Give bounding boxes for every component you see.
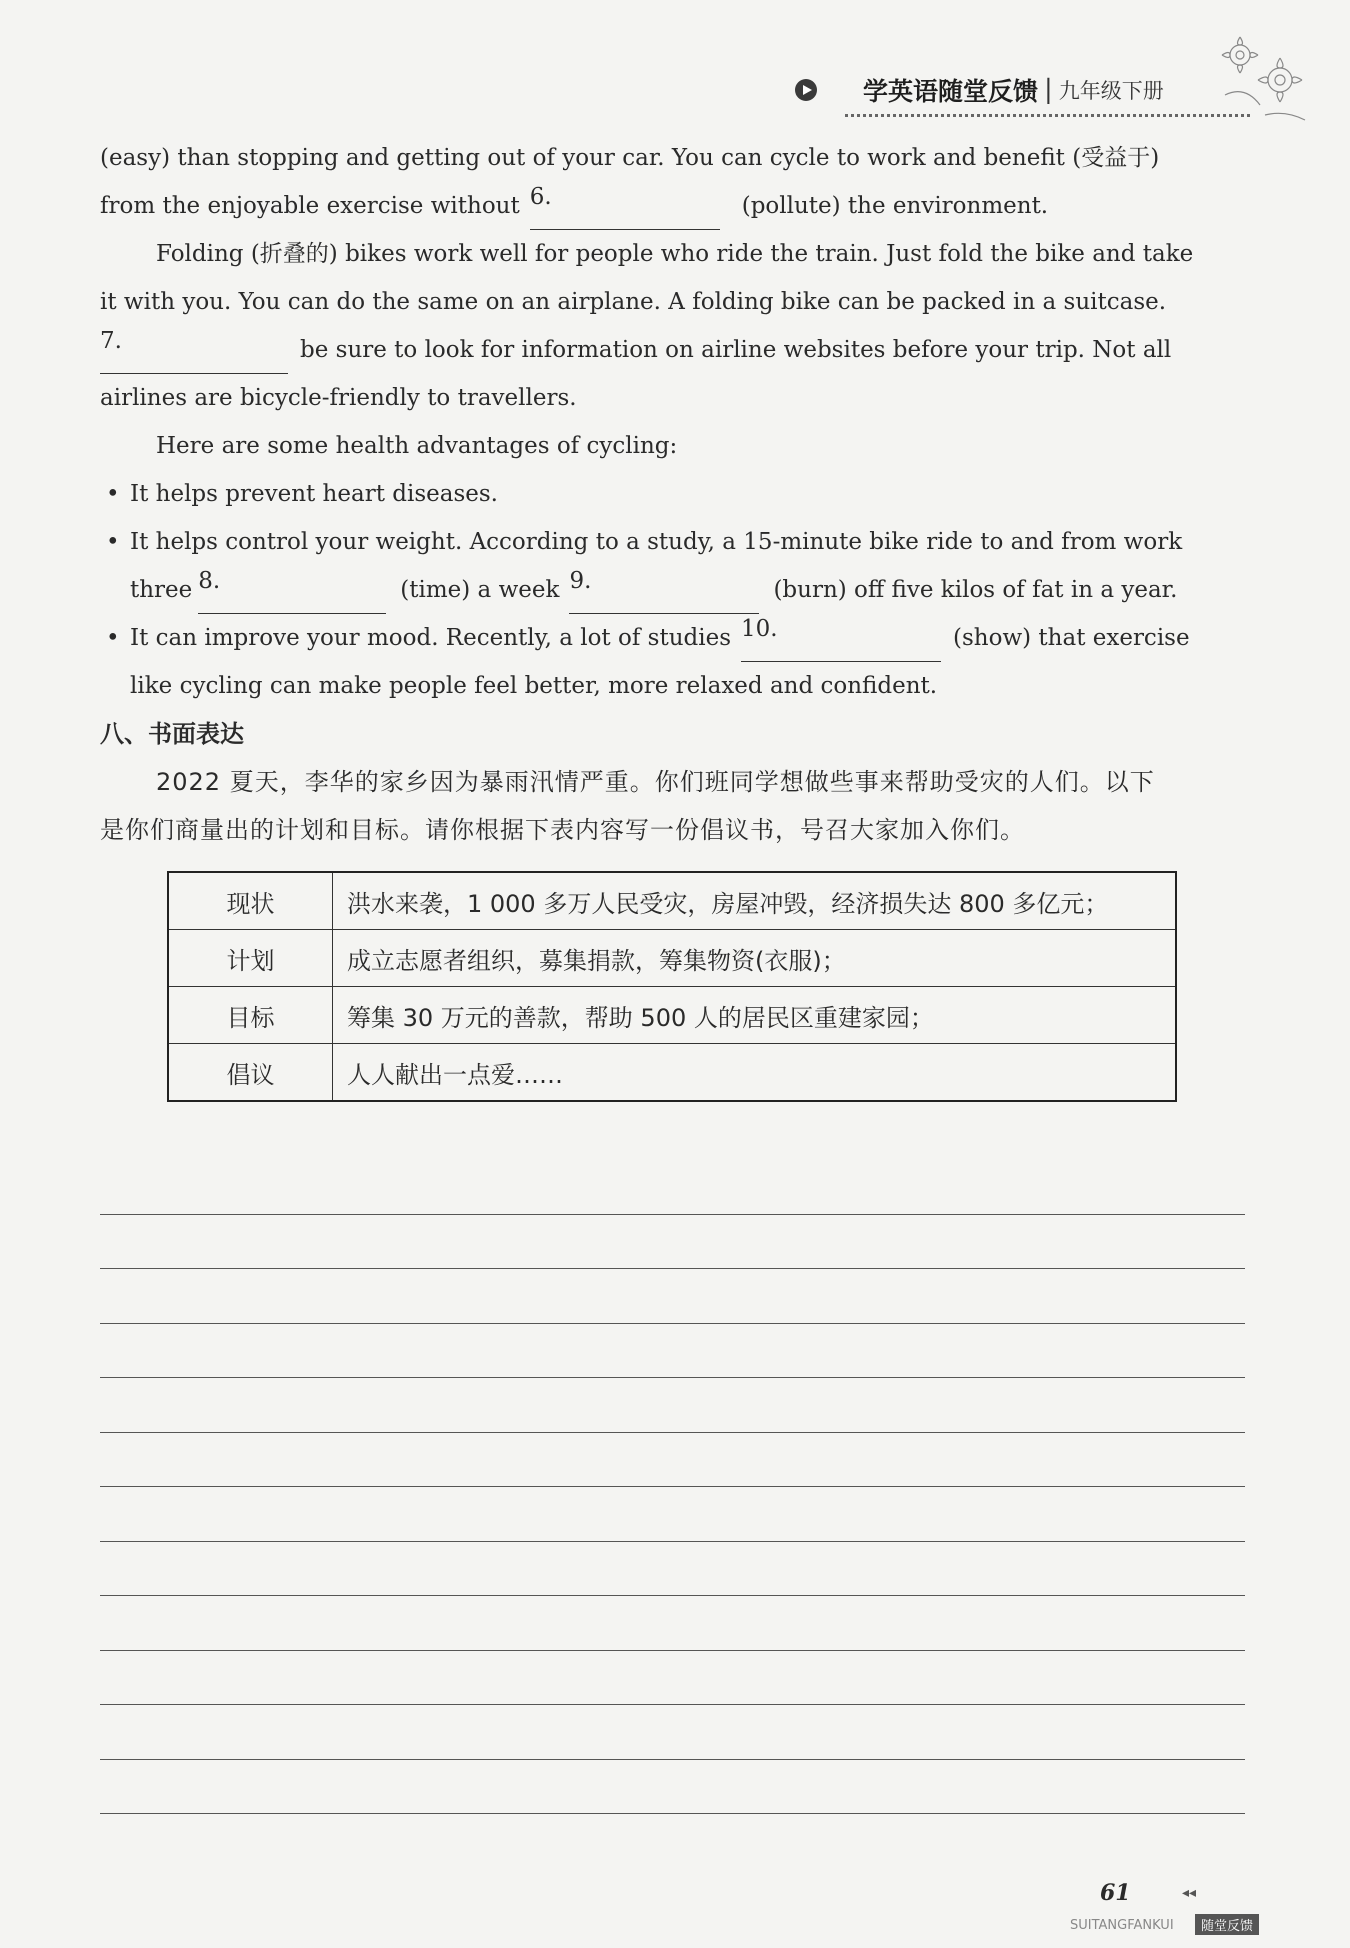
blank-number: 8. xyxy=(198,568,221,594)
passage-line xyxy=(100,278,1248,326)
bullet-icon: • xyxy=(106,481,120,507)
header-bar xyxy=(795,70,1164,110)
blank-number: 7. xyxy=(100,328,122,354)
bullet-item xyxy=(100,614,1248,662)
passage-text: Here are some health advantages of cycling: xyxy=(156,433,678,459)
table-key: 倡议 xyxy=(168,1044,333,1102)
book-title: 学英语随堂反馈 xyxy=(863,77,1039,106)
prompt-line xyxy=(100,806,1248,854)
writing-line[interactable] xyxy=(100,1705,1245,1760)
writing-line[interactable] xyxy=(100,1487,1245,1542)
passage-text: It helps prevent heart diseases. xyxy=(130,481,498,507)
prompt-text: 是你们商量出的计划和目标。请你根据下表内容写一份倡议书，号召大家加入你们。 xyxy=(100,816,1025,844)
passage-line xyxy=(100,662,1248,710)
table-key: 目标 xyxy=(168,987,333,1044)
answer-blank-10[interactable] xyxy=(741,614,941,662)
table-value: 洪水来袭，1 000 多万人民受灾，房屋冲毁，经济损失达 800 多亿元； xyxy=(333,872,1177,930)
header-separator: | xyxy=(1044,75,1053,105)
answer-blank-7[interactable] xyxy=(100,326,288,374)
arrow-left-icon: ◂◂ xyxy=(1182,1885,1197,1901)
passage-text: (pollute) the environment. xyxy=(741,193,1049,219)
header-dotted-rule xyxy=(845,114,1250,117)
bullet-item xyxy=(100,518,1248,566)
passage-line xyxy=(100,374,1248,422)
flower-decoration-icon xyxy=(1205,25,1315,135)
blank-number: 10. xyxy=(741,616,778,642)
writing-area[interactable] xyxy=(100,1160,1245,1814)
passage-text: (show) that exercise xyxy=(953,625,1190,651)
writing-line[interactable] xyxy=(100,1215,1245,1270)
bullet-item xyxy=(100,470,1248,518)
writing-line[interactable] xyxy=(100,1433,1245,1488)
play-icon xyxy=(795,79,817,101)
passage-text: It helps control your weight. According to a study, a 15-minute bike ride to and from work xyxy=(130,529,1183,555)
passage-text: It can improve your mood. Recently, a lot of studies xyxy=(130,625,732,651)
passage-line xyxy=(100,182,1248,230)
writing-line[interactable] xyxy=(100,1269,1245,1324)
passage-text: Folding (折叠的) bikes work well for people who ride the train. Just fold the bike and take xyxy=(156,241,1194,267)
reading-passage xyxy=(100,134,1248,854)
passage-line xyxy=(100,566,1248,614)
section-heading xyxy=(100,710,1248,758)
table-row xyxy=(168,930,1176,987)
table-key: 现状 xyxy=(168,872,333,930)
writing-line[interactable] xyxy=(100,1596,1245,1651)
writing-line[interactable] xyxy=(100,1160,1245,1215)
writing-line[interactable] xyxy=(100,1542,1245,1597)
table-row xyxy=(168,987,1176,1044)
bullet-icon: • xyxy=(106,529,120,555)
passage-text: (time) a week xyxy=(400,577,560,603)
table-value: 人人献出一点爱…… xyxy=(333,1044,1177,1102)
passage-text: like cycling can make people feel better, more relaxed and confident. xyxy=(130,673,938,699)
answer-blank-6[interactable] xyxy=(530,182,720,230)
table-key: 计划 xyxy=(168,930,333,987)
passage-line xyxy=(100,230,1248,278)
answer-blank-8[interactable] xyxy=(198,566,386,614)
grade-label: 九年级下册 xyxy=(1058,79,1164,103)
passage-text: airlines are bicycle-friendly to travellers. xyxy=(100,385,577,411)
writing-line[interactable] xyxy=(100,1760,1245,1815)
footer-tag: SUITANGFANKUI xyxy=(1070,1918,1174,1933)
blank-number: 6. xyxy=(529,184,552,210)
page-number: 61 xyxy=(1100,1880,1131,1906)
passage-line xyxy=(100,326,1248,374)
table-row xyxy=(168,872,1176,930)
table-row xyxy=(168,1044,1176,1102)
passage-text: it with you. You can do the same on an airplane. A folding bike can be packed in a suitcase. xyxy=(100,289,1167,315)
prompt-text: 2022 夏天，李华的家乡因为暴雨汛情严重。你们班同学想做些事来帮助受灾的人们。以下 xyxy=(156,768,1155,796)
passage-text: be sure to look for information on airline websites before your trip. Not all xyxy=(300,337,1172,363)
answer-blank-9[interactable] xyxy=(569,566,759,614)
footer-badge: 随堂反馈 xyxy=(1195,1914,1259,1935)
writing-line[interactable] xyxy=(100,1324,1245,1379)
passage-line xyxy=(100,134,1248,182)
plan-table xyxy=(167,871,1177,1102)
passage-text: (easy) than stopping and getting out of your car. You can cycle to work and benefit (受益于) xyxy=(100,145,1160,171)
passage-line xyxy=(100,422,1248,470)
writing-line[interactable] xyxy=(100,1378,1245,1433)
table-value: 筹集 30 万元的善款，帮助 500 人的居民区重建家园； xyxy=(333,987,1177,1044)
table-value: 成立志愿者组织，募集捐款，筹集物资(衣服)； xyxy=(333,930,1177,987)
writing-line[interactable] xyxy=(100,1651,1245,1706)
bullet-icon: • xyxy=(106,625,120,651)
section-title: 八、书面表达 xyxy=(100,720,244,748)
passage-text: three xyxy=(130,577,193,603)
passage-text: (burn) off five kilos of fat in a year. xyxy=(773,577,1178,603)
blank-number: 9. xyxy=(569,568,592,594)
passage-text: from the enjoyable exercise without xyxy=(100,193,520,219)
prompt-line xyxy=(100,758,1248,806)
